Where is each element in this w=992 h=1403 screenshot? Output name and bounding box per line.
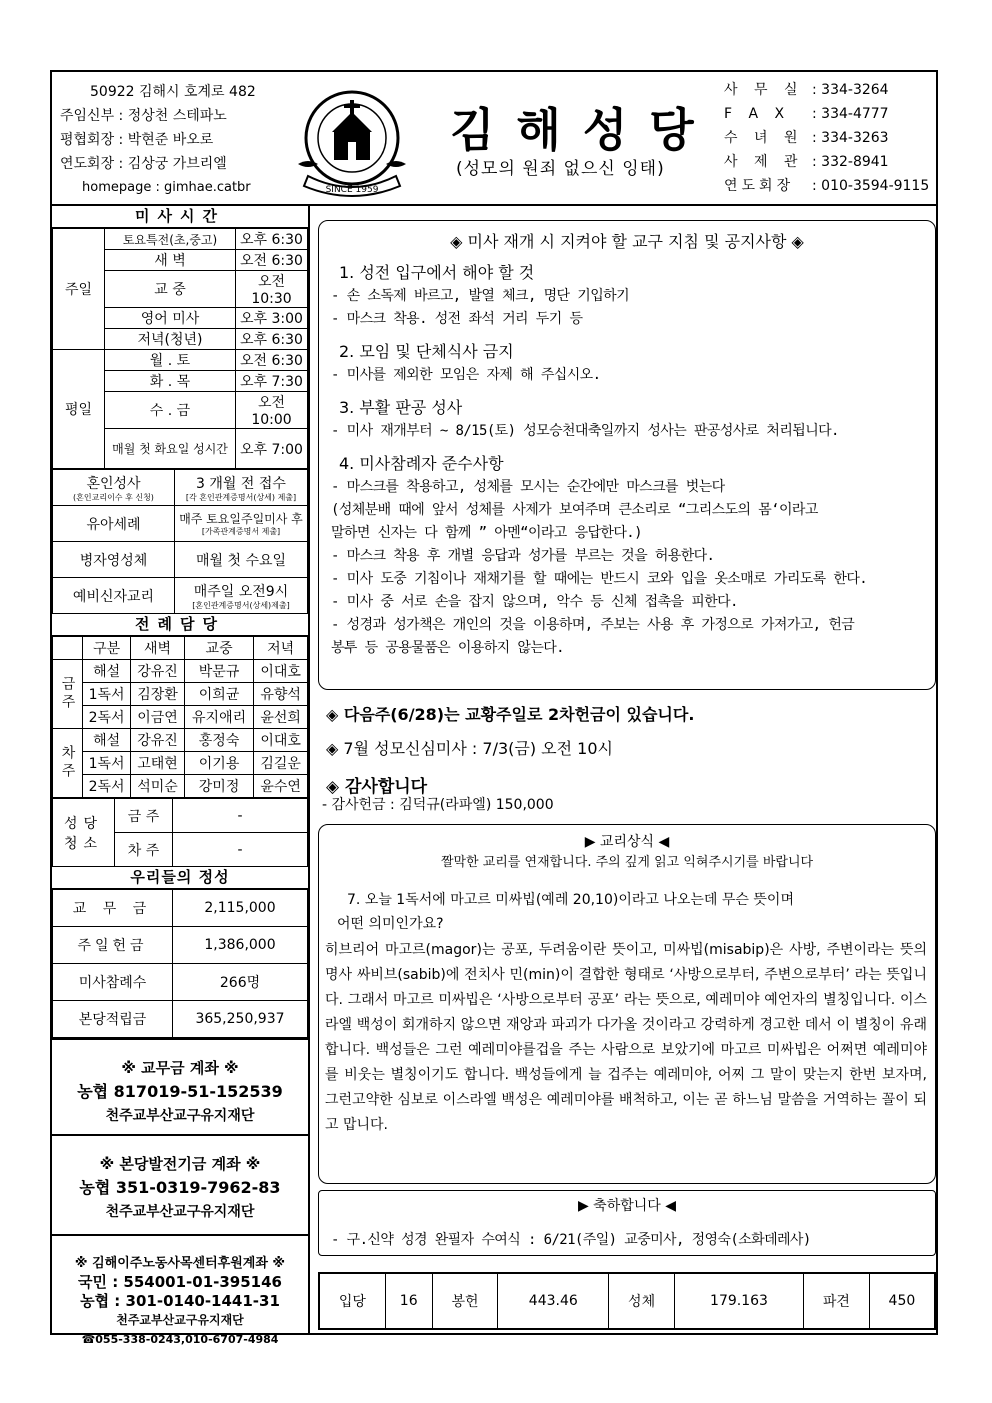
account-title: ※ 교무금 계좌 ※ bbox=[121, 1059, 239, 1077]
liturgy-header: 저녁 bbox=[254, 637, 308, 660]
contact-label: 사 무 실 bbox=[724, 82, 804, 98]
liturgy-header: 교중 bbox=[184, 637, 254, 660]
liturgy-cell: 이희균 bbox=[184, 683, 254, 706]
sacrament-value-note: [혼인관계증명서(상세)제출] bbox=[192, 600, 290, 610]
mass-name: 월 . 토 bbox=[105, 350, 236, 371]
stat-label: 입당 bbox=[320, 1274, 386, 1329]
notice-heading: 3. 부활 판공 성사 bbox=[339, 398, 463, 417]
sunday-label: 주일 bbox=[53, 229, 105, 350]
church-logo-icon bbox=[288, 86, 416, 198]
mass-time: 오후 3:00 bbox=[236, 308, 308, 329]
left-column bbox=[52, 206, 310, 1346]
sacrament-value: 매월 첫 수요일 bbox=[175, 542, 308, 578]
account-title: ※ 본당발전기금 계좌 ※ bbox=[99, 1155, 261, 1173]
account-phone: ☎055-338-0243,010-6707-4984 bbox=[81, 1333, 279, 1346]
stat-value: 16 bbox=[385, 1274, 432, 1329]
notice-line: 봉투 등 공용물품은 이용하지 않는다. bbox=[331, 640, 565, 656]
notice-item bbox=[319, 260, 935, 331]
doctrine-title: ▶ 교리상식 ◀ bbox=[584, 834, 670, 850]
contact-value: : 334-4777 bbox=[812, 106, 889, 122]
mass-name: 저녁(청년) bbox=[105, 329, 236, 350]
header bbox=[52, 72, 936, 206]
notice-line: - 미사 도중 기침이나 재채기를 할 때에는 반드시 코와 입을 옷소매로 가리도록 한다. bbox=[331, 571, 868, 587]
account-owner: 천주교부산교구유지재단 bbox=[105, 1204, 255, 1220]
notice-line: - 마스크를 착용하고, 성체를 모시는 순간에만 마스크를 벗는다 bbox=[331, 479, 725, 495]
sacrament-value-note: [가족관계증명서 제출] bbox=[201, 527, 281, 536]
notice-item bbox=[319, 395, 935, 443]
liturgy-cell: 2독서 bbox=[83, 775, 131, 798]
contact-value: : 010-3594-9115 bbox=[812, 178, 930, 194]
offering-table bbox=[52, 889, 308, 1038]
liturgy-cell: 김장환 bbox=[131, 683, 185, 706]
page-title: 김해성당 bbox=[450, 103, 716, 157]
offering-label: 본당적립금 bbox=[53, 1001, 173, 1038]
liturgy-cell: 1독서 bbox=[83, 683, 131, 706]
liturgy-group-label: 금주 bbox=[53, 660, 83, 729]
contact-value: : 334-3264 bbox=[812, 82, 889, 98]
liturgy-cell: 1독서 bbox=[83, 752, 131, 775]
mass-name: 수 . 금 bbox=[105, 392, 236, 429]
notice-line: - 마스크 착용 후 개별 응답과 성가를 부르는 것을 허용한다. bbox=[331, 548, 715, 564]
offering-value: 1,386,000 bbox=[173, 927, 308, 964]
liturgy-cell: 강미정 bbox=[184, 775, 254, 798]
sacrament-name: 예비신자교리 bbox=[53, 578, 175, 614]
doctrine-subtitle: 짤막한 교리를 연재합니다. 주의 깊게 읽고 익혀주시기를 바랍니다 bbox=[440, 855, 814, 870]
mass-schedule-table bbox=[52, 228, 308, 469]
congrats-box bbox=[318, 1190, 936, 1256]
logo-since: SINCE 1959 bbox=[325, 185, 379, 195]
cleaning-table bbox=[52, 798, 308, 867]
account-number: 농협 351-0319-7962-83 bbox=[79, 1178, 281, 1197]
offering-value: 266명 bbox=[173, 964, 308, 1001]
mass-schedule-title: 미사시간 bbox=[52, 206, 308, 228]
liturgy-table bbox=[52, 636, 308, 798]
account-owner: 천주교부산교구유지재단 bbox=[105, 1108, 255, 1124]
liturgy-cell: 이금연 bbox=[131, 706, 185, 729]
mass-name: 영어 미사 bbox=[105, 308, 236, 329]
account-number: 농협 817019-51-152539 bbox=[77, 1082, 283, 1101]
sacrament-name: 혼인성사 bbox=[86, 475, 141, 492]
notice-line: 말하면 신자는 다 함께 ” 아멘“이라고 응답한다.) bbox=[331, 525, 642, 541]
sacrament-name: 병자영성체 bbox=[53, 542, 175, 578]
doctrine-question bbox=[337, 888, 935, 936]
cleaning-week: 차 주 bbox=[115, 833, 173, 867]
doctrine-answer: 히브리어 마고르(magor)는 공포, 두려움이란 뜻이고, 미싸빕(misabip)은 사방, 주변이라는 뜻의 명사 싸비브(sabib)에 전치사 민(min)이 결합한 형태로 ‘사방으로부터, 주변으로부터’ 라는 뜻입니다. 그래서 마고르 미싸빕은 ‘사방으로부터 공포’ 라는 뜻으로, 예레미야 예언자의 별칭입니다. 이스라엘 백성이 회개하지 않으면 재앙과 파괴가 다가올 것이라고 강력하게 경고한 데서 이 별칭이 유래합니다. 백성들은 그런 예레미야를겁을 주는 사람으로 보았기에 마고르 미싸빕은 어쩌면 예레미야를 비웃는 별칭이기도 합니다. 백성들에게 늘 겁주는 예레미야, 어찌 그 말이 맞는지 한번 보자며, 그런고약한 심보로 이스라엘 백성은 예레미야를 배척하고, 이는 곧 하느님 말씀을 거역하는 꼴이 되고 맙니다. bbox=[325, 942, 927, 1133]
sacrament-value: 3 개월 전 접수 bbox=[196, 475, 286, 492]
contact-value: : 332-8941 bbox=[812, 154, 889, 170]
liturgy-cell: 김길운 bbox=[254, 752, 308, 775]
mass-name: 화 . 목 bbox=[105, 371, 236, 392]
offering-value: 365,250,937 bbox=[173, 1001, 308, 1038]
mass-time: 오후 7:00 bbox=[236, 429, 308, 469]
offering-label: 주일헌금 bbox=[53, 927, 173, 964]
account-owner: 천주교부산교구유지재단 bbox=[116, 1313, 244, 1327]
contact-label: 사 제 관 bbox=[724, 154, 804, 170]
announcement-thanks: ◈ 감사합니다 bbox=[326, 777, 428, 797]
account-number: 농협 : 301-0140-1441-31 bbox=[80, 1292, 280, 1310]
contact-list bbox=[724, 78, 929, 198]
notice-heading: 4. 미사참례자 준수사항 bbox=[339, 454, 504, 473]
homepage: homepage : gimhae.catbr bbox=[82, 180, 251, 195]
congrats-title: ▶ 축하합니다 ◀ bbox=[577, 1198, 677, 1214]
stat-label: 성체 bbox=[609, 1274, 675, 1329]
legion-president: 연도회장 : 김상궁 가브리엘 bbox=[60, 156, 227, 172]
offering-value: 2,115,000 bbox=[173, 890, 308, 927]
sacrament-value: 매주 토요일주일미사 후 bbox=[179, 512, 303, 526]
labor-center-account bbox=[52, 1234, 308, 1349]
notice-line: - 미사 중 서로 손을 잡지 않으며, 악수 등 신체 접촉을 피한다. bbox=[331, 594, 738, 610]
notice-heading: 2. 모임 및 단체식사 금지 bbox=[339, 342, 514, 361]
account-number: 국민 : 554001-01-395146 bbox=[78, 1273, 282, 1291]
liturgy-cell: 박문규 bbox=[184, 660, 254, 683]
cleaning-value: - bbox=[173, 799, 308, 833]
liturgy-header: 구분 bbox=[83, 637, 131, 660]
contact-label: 연도회장 bbox=[724, 178, 795, 194]
mass-time: 오후 6:30 bbox=[236, 329, 308, 350]
council-president: 평협회장 : 박현준 바오로 bbox=[60, 132, 214, 148]
liturgy-cell: 유향석 bbox=[254, 683, 308, 706]
sacrament-value: 매주일 오전9시 bbox=[193, 583, 289, 600]
pastor: 주임신부 : 정상천 스테파노 bbox=[60, 108, 227, 124]
cleaning-value: - bbox=[173, 833, 308, 867]
header-info bbox=[60, 80, 256, 200]
attendance-stats bbox=[318, 1272, 936, 1330]
liturgy-cell: 윤수연 bbox=[254, 775, 308, 798]
liturgy-cell: 강유진 bbox=[131, 729, 185, 752]
page-subtitle: (성모의 원죄 없으신 잉태) bbox=[456, 159, 665, 179]
stat-value: 450 bbox=[869, 1274, 934, 1329]
notice-line: - 손 소독제 바르고, 발열 체크, 명단 기입하기 bbox=[331, 288, 629, 304]
contact-label: 수 녀 원 bbox=[724, 130, 804, 146]
liturgy-cell: 강유진 bbox=[131, 660, 185, 683]
liturgy-title: 전례담당 bbox=[52, 614, 308, 636]
notice-line: - 성경과 성가책은 개인의 것을 이용하며, 주보는 사용 후 가정으로 가져가고, 헌금 bbox=[331, 617, 855, 633]
sacrament-note: (혼인교리이수 후 신청) bbox=[73, 492, 154, 502]
notice-item bbox=[319, 451, 935, 660]
mass-name: 교 중 bbox=[105, 271, 236, 308]
liturgy-cell: 윤선희 bbox=[254, 706, 308, 729]
address: 50922 김해시 호계로 482 bbox=[90, 84, 256, 100]
liturgy-cell: 석미순 bbox=[131, 775, 185, 798]
mass-time: 오전 10:00 bbox=[236, 392, 308, 429]
doctrine-box bbox=[318, 824, 936, 1184]
sacrament-table bbox=[52, 469, 308, 614]
notice-line: - 미사를 제외한 모임은 자제 해 주십시오. bbox=[331, 367, 601, 383]
tithe-account bbox=[52, 1038, 308, 1134]
liturgy-header: 새벽 bbox=[131, 637, 185, 660]
mass-time: 오전 6:30 bbox=[236, 350, 308, 371]
liturgy-group-label: 차주 bbox=[53, 729, 83, 798]
liturgy-cell: 해설 bbox=[83, 729, 131, 752]
mass-time: 오후 6:30 bbox=[236, 229, 308, 250]
offering-label: 교 무 금 bbox=[53, 890, 173, 927]
offering-label: 미사참례수 bbox=[53, 964, 173, 1001]
mass-time: 오전 10:30 bbox=[236, 271, 308, 308]
liturgy-cell: 이대호 bbox=[254, 660, 308, 683]
liturgy-cell: 이기용 bbox=[184, 752, 254, 775]
question-line: 7. 오늘 1독서에 마고르 미싸빕(예레 20,10)이라고 나오는데 무슨 뜻이며 bbox=[347, 892, 794, 908]
mass-time: 오전 6:30 bbox=[236, 250, 308, 271]
notice-title: ◈ 미사 재개 시 지켜야 할 교구 지침 및 공지사항 ◈ bbox=[450, 232, 804, 251]
notice-item bbox=[319, 339, 935, 387]
notice-line: - 미사 재개부터 ~ 8/15(토) 성모승천대축일까지 성사는 판공성사로 처리됩니다. bbox=[331, 423, 839, 439]
development-account bbox=[52, 1134, 308, 1234]
liturgy-cell: 유지애리 bbox=[184, 706, 254, 729]
liturgy-cell: 해설 bbox=[83, 660, 131, 683]
liturgy-cell: 고태현 bbox=[131, 752, 185, 775]
sacrament-name: 유아세례 bbox=[53, 506, 175, 542]
sacrament-value-note: [각 혼인관계증명서(상세) 제출] bbox=[185, 492, 297, 502]
liturgy-cell: 홍정숙 bbox=[184, 729, 254, 752]
right-column bbox=[312, 206, 936, 1333]
question-line: 어떤 의미인가요? bbox=[337, 916, 444, 932]
stat-value: 179.163 bbox=[674, 1274, 803, 1329]
notice-box bbox=[318, 220, 936, 690]
congrats-line: - 구.신약 성경 완필자 수여식 : 6/21(주일) 교중미사, 정영숙(소화데레사) bbox=[331, 1232, 811, 1248]
offering-title: 우리들의 정성 bbox=[52, 867, 308, 889]
mass-name: 매월 첫 화요일 성시간 bbox=[105, 429, 236, 469]
notice-line: (성체분배 때에 앞서 성체를 사제가 보여주며 큰소리로 “그리스도의 몸‘이라고 bbox=[331, 502, 818, 518]
liturgy-cell: 이대호 bbox=[254, 729, 308, 752]
cleaning-week: 금 주 bbox=[115, 799, 173, 833]
cleaning-label: 성당 청소 bbox=[53, 799, 115, 867]
mass-name: 토요특전(초,중고) bbox=[105, 229, 236, 250]
mass-time: 오후 7:30 bbox=[236, 371, 308, 392]
stat-value: 443.46 bbox=[498, 1274, 609, 1329]
weekday-label: 평일 bbox=[53, 350, 105, 469]
announcement-offering: ◈ 다음주(6/28)는 교황주일로 2차헌금이 있습니다. bbox=[326, 705, 695, 724]
announcement-mass: ◈ 7월 성모신심미사 : 7/3(금) 오전 10시 bbox=[326, 739, 614, 758]
contact-label: F A X bbox=[724, 106, 791, 122]
account-title: ※ 김해이주노동사목센터후원계좌 ※ bbox=[74, 1256, 286, 1271]
notice-heading: 1. 성전 입구에서 해야 할 것 bbox=[339, 263, 535, 282]
mass-name: 새 벽 bbox=[105, 250, 236, 271]
stat-label: 파견 bbox=[804, 1274, 870, 1329]
contact-value: : 334-3263 bbox=[812, 130, 889, 146]
announcement-thanks-line: - 감사헌금 : 김덕규(라파엘) 150,000 bbox=[322, 797, 554, 813]
stat-label: 봉헌 bbox=[432, 1274, 498, 1329]
bulletin-frame bbox=[50, 70, 938, 1346]
notice-line: - 마스크 착용. 성전 좌석 거리 두기 등 bbox=[331, 311, 583, 327]
liturgy-cell: 2독서 bbox=[83, 706, 131, 729]
